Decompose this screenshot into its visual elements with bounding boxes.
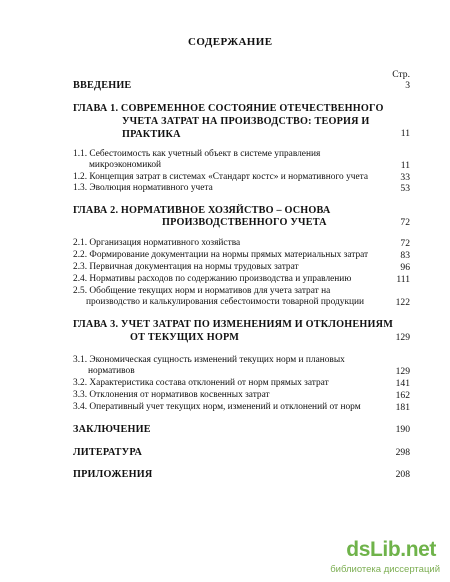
- toc-section-2-2: 2.2. Формирование документации на нормы прямых материальных затрат: [73, 250, 369, 260]
- toc-section-3-3: 3.3. Отклонения от нормативов косвенных затрат: [73, 390, 270, 400]
- toc-appendices-page: 208: [395, 469, 410, 480]
- toc-section-1-1-page: 11: [400, 160, 410, 171]
- toc-section-2-5-page: 122: [395, 297, 410, 308]
- watermark: [326, 538, 444, 576]
- toc-conclusion-page: 190: [395, 424, 410, 435]
- toc-conclusion-title: ЗАКЛЮЧЕНИЕ: [73, 424, 151, 435]
- toc-section-2-4-page: 111: [396, 274, 410, 285]
- toc-chapter1-title-line2: УЧЕТА ЗАТРАТ НА ПРОИЗВОДСТВО: ТЕОРИЯ И: [122, 116, 370, 127]
- toc-chapter2-page: 72: [400, 217, 410, 228]
- toc-section-1-1-line2: микроэкономикой: [89, 160, 162, 170]
- toc-section-1-3-page: 53: [400, 183, 410, 194]
- toc-intro-page: 3: [405, 80, 410, 91]
- toc-section-2-5-line2: производство и калькулирования себестоимости товарной продукции: [86, 297, 365, 307]
- page-title: СОДЕРЖАНИЕ: [188, 36, 273, 48]
- toc-chapter3-title-line2: ОТ ТЕКУЩИХ НОРМ: [130, 332, 240, 343]
- toc-section-3-4-page: 181: [395, 402, 410, 413]
- watermark-subtitle: библиотека диссертаций: [330, 564, 440, 575]
- toc-chapter3-title-line1: ГЛАВА 3. УЧЕТ ЗАТРАТ ПО ИЗМЕНЕНИЯМ И ОТКЛОНЕНИЯМ: [73, 319, 394, 330]
- toc-section-3-3-page: 162: [395, 390, 410, 401]
- watermark-logo: dsLib.net: [346, 538, 436, 561]
- toc-chapter2-title-line1: ГЛАВА 2. НОРМАТИВНОЕ ХОЗЯЙСТВО – ОСНОВА: [73, 205, 331, 216]
- toc-section-2-1-page: 72: [400, 238, 410, 249]
- toc-section-2-3: 2.3. Первичная документация на нормы трудовых затрат: [73, 262, 299, 272]
- toc-chapter1-title-line3: ПРАКТИКА: [122, 129, 181, 140]
- toc-chapter1-title-line1: ГЛАВА 1. СОВРЕМЕННОЕ СОСТОЯНИЕ ОТЕЧЕСТВЕННОГО: [73, 103, 384, 114]
- toc-chapter2-title-line2: ПРОИЗВОДСТВЕННОГО УЧЕТА: [162, 217, 327, 228]
- toc-appendices-title: ПРИЛОЖЕНИЯ: [73, 469, 153, 480]
- toc-intro-title: ВВЕДЕНИЕ: [73, 80, 132, 91]
- toc-chapter1-page: 11: [400, 128, 410, 139]
- toc-section-3-2-page: 141: [395, 378, 410, 389]
- toc-section-1-2: 1.2. Концепция затрат в системах «Стандарт костс» и нормативного учета: [73, 172, 369, 182]
- toc-literature-page: 298: [395, 447, 410, 458]
- toc-section-1-1-line1: 1.1. Себестоимость как учетный объект в системе управления: [73, 149, 321, 159]
- toc-section-2-2-page: 83: [400, 250, 410, 261]
- toc-section-2-4: 2.4. Нормативы расходов по содержанию производства и управлению: [73, 274, 352, 284]
- toc-section-2-1: 2.1. Организация нормативного хозяйства: [73, 238, 241, 248]
- page-column-header: Стр.: [392, 69, 410, 80]
- toc-chapter3-page: 129: [395, 332, 410, 343]
- toc-section-3-1-line1: 3.1. Экономическая сущность изменений текущих норм и плановых: [73, 355, 345, 365]
- toc-section-3-2: 3.2. Характеристика состава отклонений от норм прямых затрат: [73, 378, 329, 388]
- toc-section-3-1-page: 129: [395, 366, 410, 377]
- toc-section-1-3: 1.3. Эволюция нормативного учета: [73, 183, 213, 193]
- toc-section-3-4: 3.4. Оперативный учет текущих норм, изменений и отклонений от норм: [73, 402, 361, 412]
- toc-section-2-5-line1: 2.5. Обобщение текущих норм и нормативов для учета затрат на: [73, 286, 331, 296]
- toc-literature-title: ЛИТЕРАТУРА: [73, 447, 143, 458]
- toc-section-3-1-line2: нормативов: [88, 366, 135, 376]
- toc-section-1-2-page: 33: [400, 172, 410, 183]
- toc-section-2-3-page: 96: [400, 262, 410, 273]
